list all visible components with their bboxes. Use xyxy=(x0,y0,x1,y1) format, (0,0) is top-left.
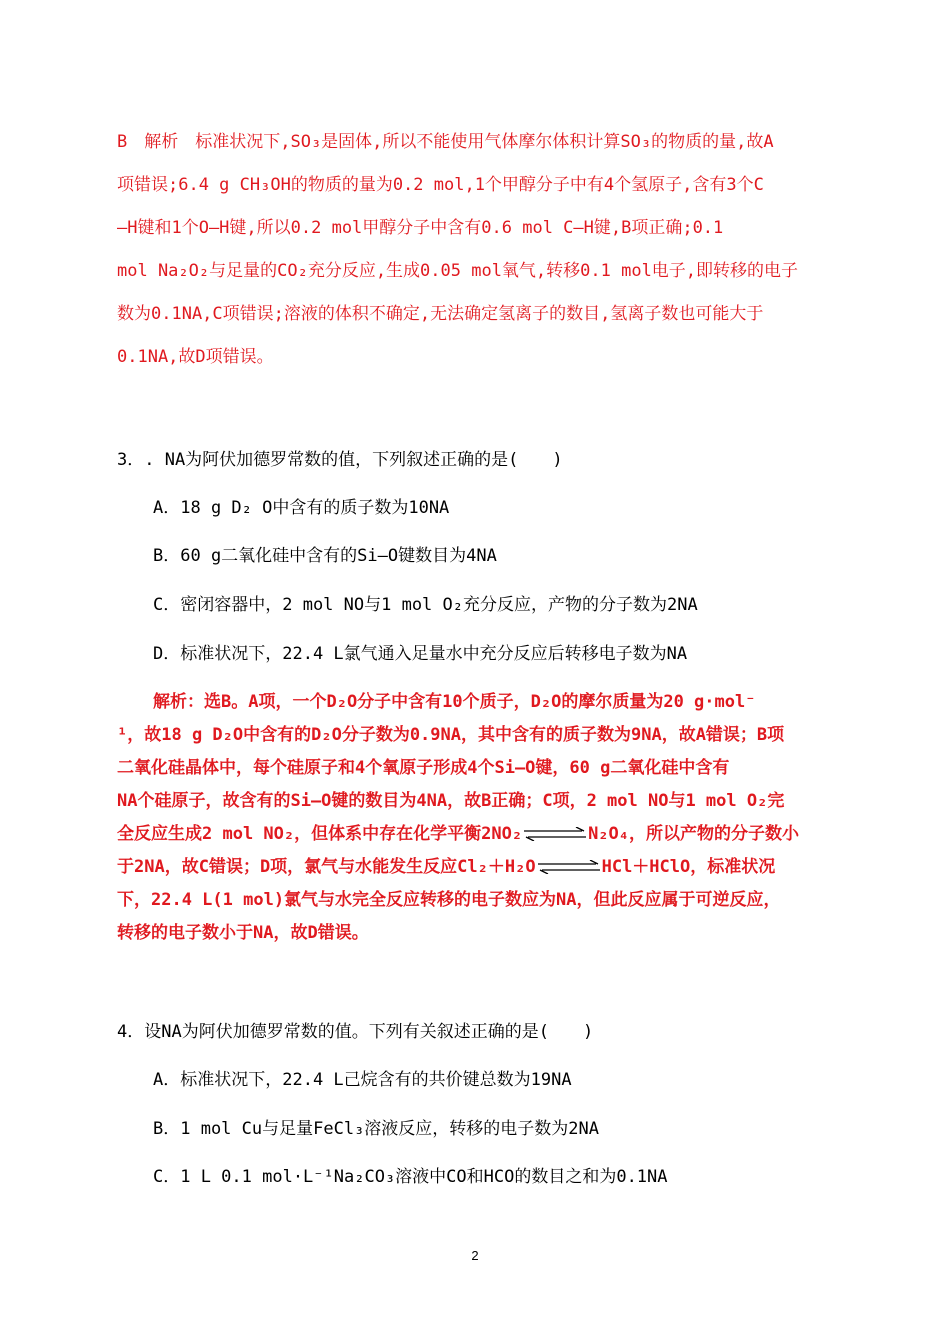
question-4-option-a: A．标准状况下，22.4 L己烷含有的共价键总数为19NA xyxy=(153,1070,572,1090)
page-number: 2 xyxy=(471,1248,479,1263)
answer-3-line xyxy=(117,855,775,879)
explanation-line: B 解析 标准状况下,SO₃是固体,所以不能使用气体摩尔体积计算SO₃的物质的量,故A xyxy=(117,132,774,152)
explanation-line: mol Na₂O₂与足量的CO₂充分反应,生成0.05 mol氧气,转移0.1 mol电子,即转移的电子 xyxy=(117,261,799,281)
question-3-option-d: D．标准状况下，22.4 L氯气通入足量水中充分反应后转移电子数为NA xyxy=(153,644,688,664)
answer-3-line: 下，22.4 L(1 mol)氯气与水完全反应转移的电子数应为NA，但此反应属于可逆反应， xyxy=(117,890,781,910)
answer-3-text: 于2NA，故C错误；D项，氯气与水能发生反应Cl₂＋H₂O xyxy=(117,857,536,877)
question-4-option-c: C．1 L 0.1 mol·L⁻¹Na₂CO₃溶液中CO和HCO的数目之和为0.1NA xyxy=(153,1167,668,1187)
explanation-line: 0.1NA,故D项错误。 xyxy=(117,347,274,367)
equilibrium-arrow-icon xyxy=(536,860,602,874)
question-4-stem: 4．设NA为阿伏加德罗常数的值。下列有关叙述正确的是( ) xyxy=(117,1022,594,1042)
answer-3-line: NA个硅原子，故含有的Si—O键的数目为4NA，故B正确；C项，2 mol NO与1 mol O₂完 xyxy=(117,791,785,811)
answer-3-text: N₂O₄，所以产物的分子数小 xyxy=(588,824,800,844)
answer-3-line: 二氧化硅晶体中，每个硅原子和4个氧原子形成4个Si—O键，60 g二氧化硅中含有 xyxy=(117,758,730,778)
question-3-option-b: B．60 g二氧化硅中含有的Si—O键数目为4NA xyxy=(153,546,497,566)
answer-3-line: ¹，故18 g D₂O中含有的D₂O分子数为0.9NA，其中含有的质子数为9NA，故A错误；B项 xyxy=(117,725,785,745)
answer-3-line xyxy=(117,822,799,846)
question-3-option-c: C．密闭容器中，2 mol NO与1 mol O₂充分反应，产物的分子数为2NA xyxy=(153,595,698,615)
explanation-line: —H键和1个O—H键,所以0.2 mol甲醇分子中含有0.6 mol C—H键,B项正确;0.1 xyxy=(117,218,724,238)
question-3-option-a: A．18 g D₂ O中含有的质子数为10NA xyxy=(153,498,450,518)
explanation-line: 项错误;6.4 g CH₃OH的物质的量为0.2 mol,1个甲醇分子中有4个氢原子,含有3个C xyxy=(117,175,764,195)
question-4-option-b: B．1 mol Cu与足量FeCl₃溶液反应，转移的电子数为2NA xyxy=(153,1119,599,1139)
question-3-stem: 3．. NA为阿伏加德罗常数的值，下列叙述正确的是( ) xyxy=(117,450,563,470)
equilibrium-arrow-icon xyxy=(522,827,588,841)
answer-3-text: HCl＋HClO，标准状况 xyxy=(601,857,776,877)
explanation-line: 数为0.1NA,C项错误;溶液的体积不确定,无法确定氢离子的数目,氢离子数也可能大于 xyxy=(117,304,764,324)
answer-3-text: 全反应生成2 mol NO₂，但体系中存在化学平衡2NO₂ xyxy=(117,824,523,844)
answer-3-line: 解析：选B。A项，一个D₂O分子中含有10个质子，D₂O的摩尔质量为20 g·mol⁻ xyxy=(153,692,756,712)
answer-3-line: 转移的电子数小于NA，故D错误。 xyxy=(117,923,369,943)
